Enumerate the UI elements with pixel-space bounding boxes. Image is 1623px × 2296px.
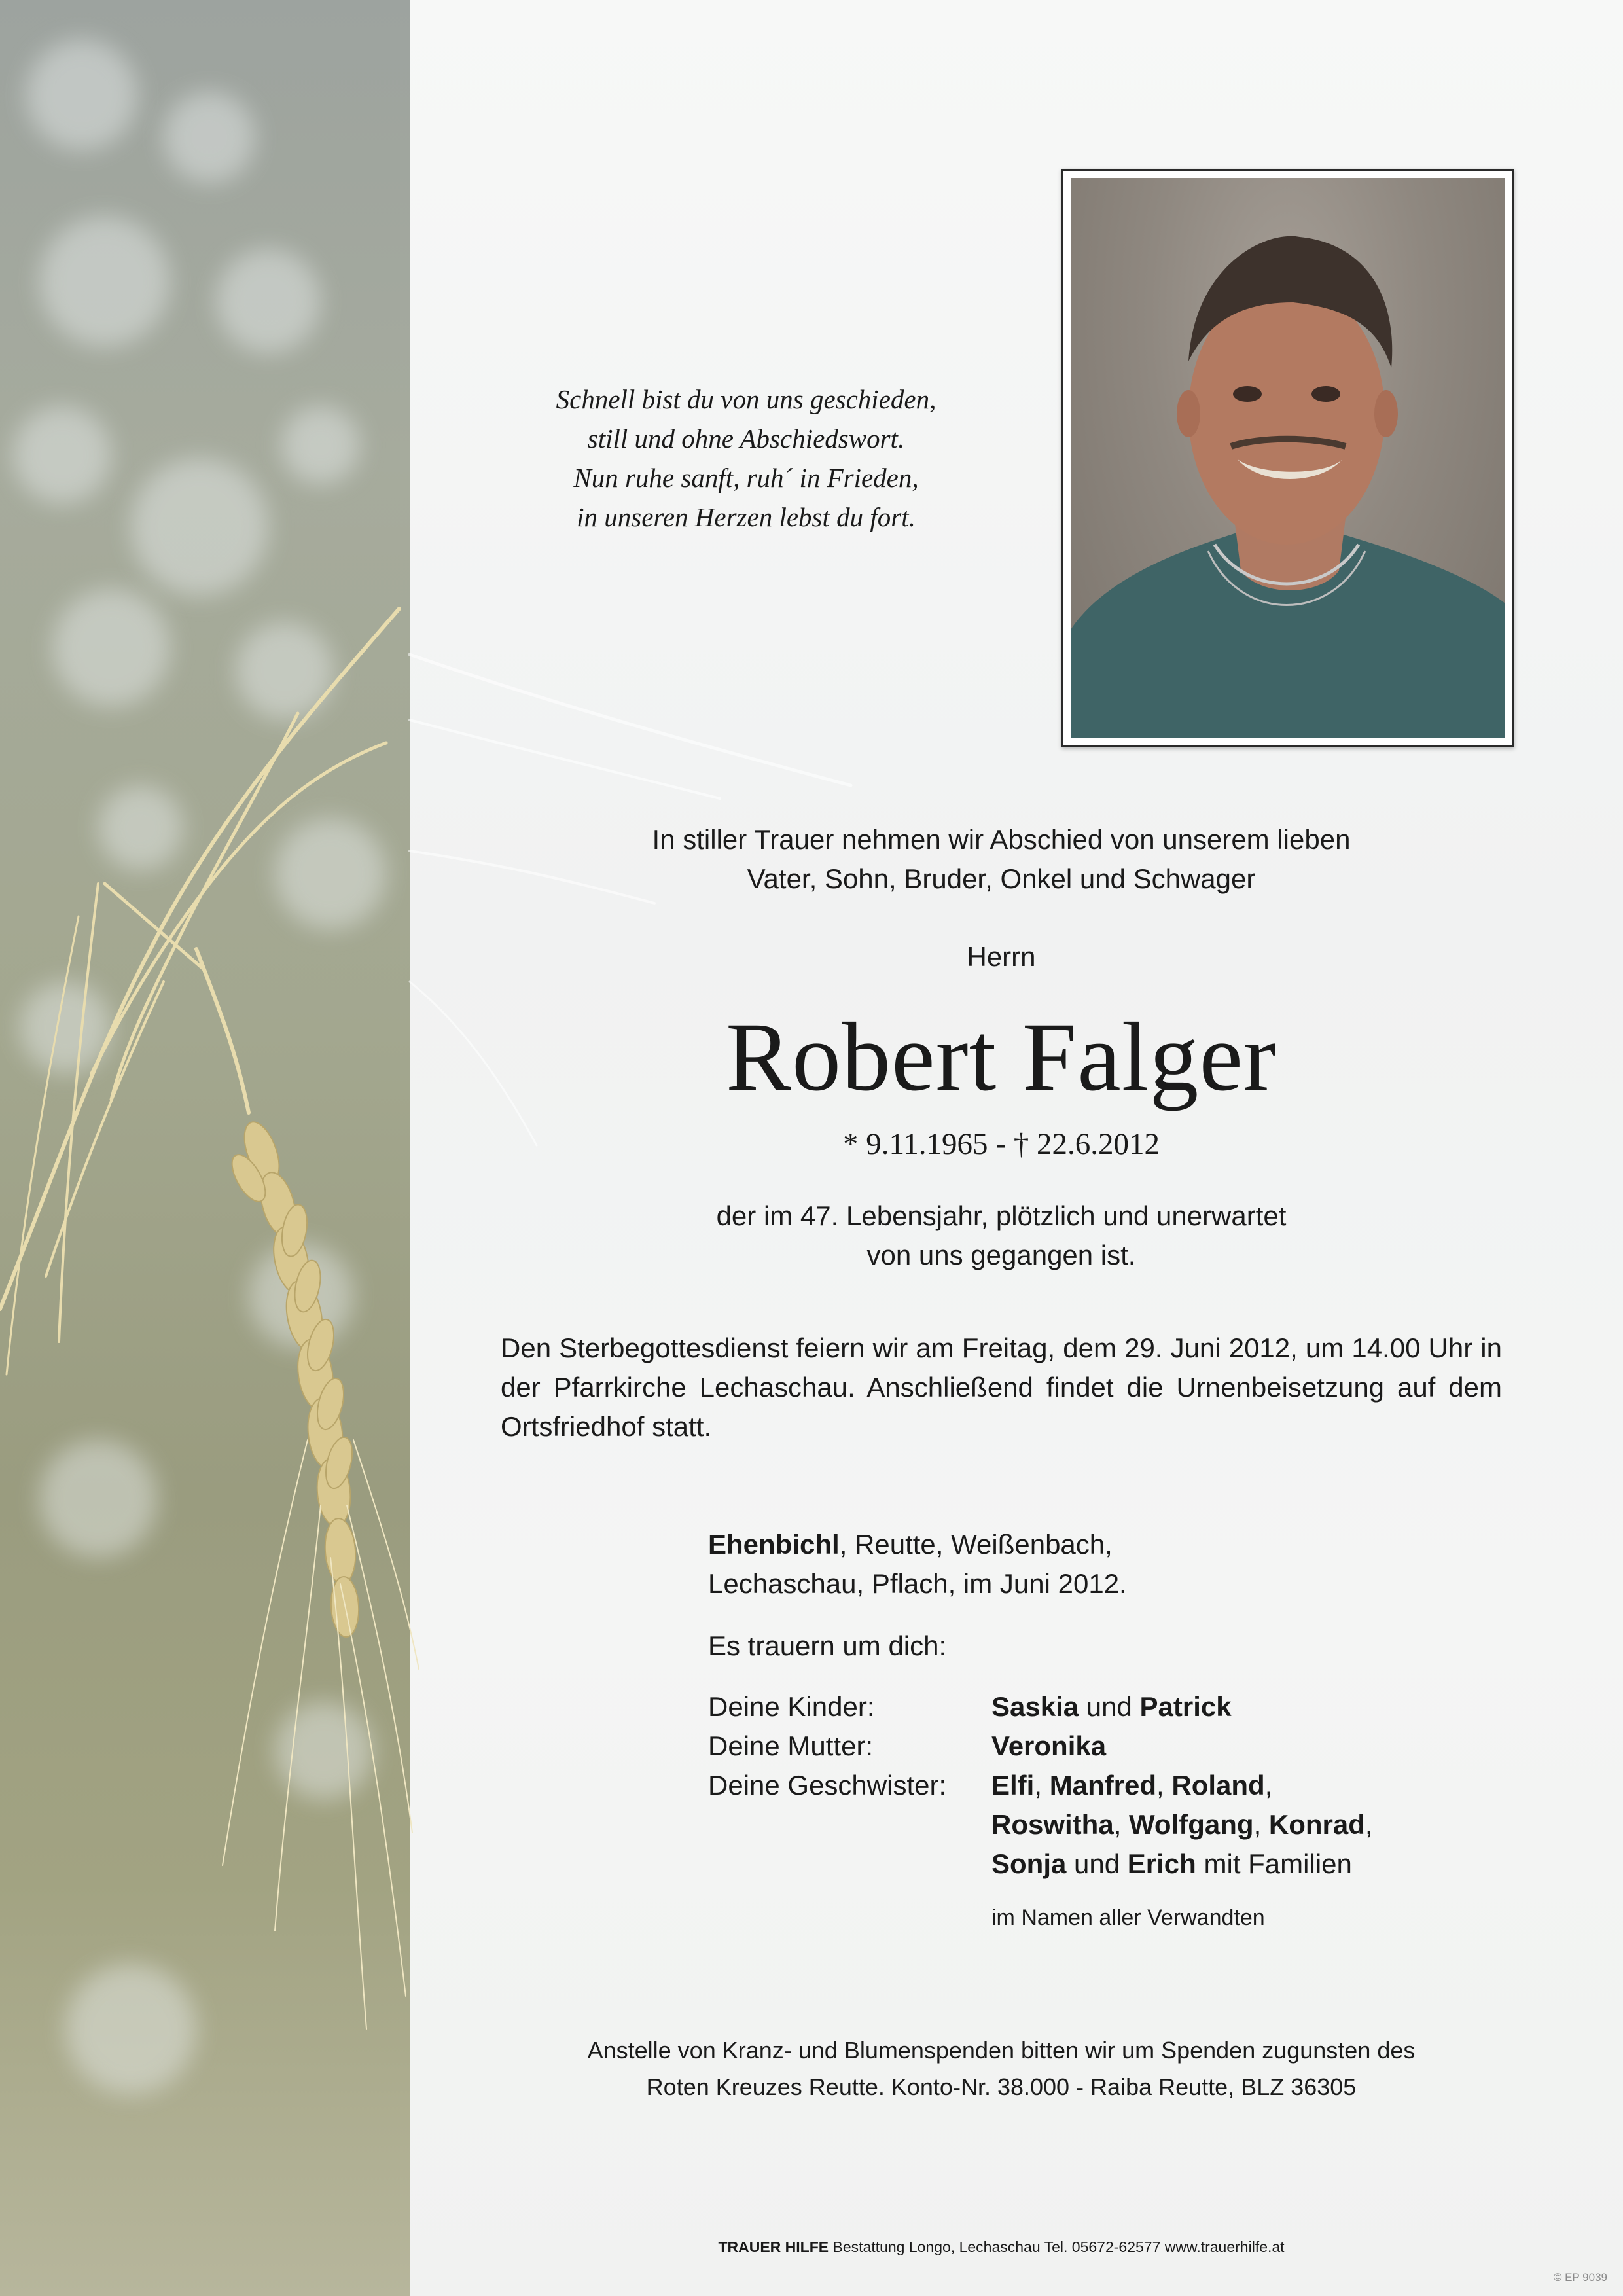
sibling-name: Roland [1171,1770,1265,1801]
service-details: Den Sterbegottesdienst feiern wir am Freitag, dem 29. Juni 2012, um 14.00 Uhr in der Pfarrkirche Lechaschau. Anschließend findet die Urnenbeisetzung auf dem Ortsfriedhof statt. [501,1333,1502,1442]
donation-line: Roten Kreuzes Reutte. Konto-Nr. 38.000 - Raiba Reutte, BLZ 36305 [646,2073,1357,2100]
person-portrait-icon [1071,178,1505,738]
sibling-name: Konrad [1268,1809,1365,1840]
sibling-name: Sonja [991,1848,1067,1879]
child-name: Saskia [991,1691,1079,1722]
siblings-line-1: Elfi, Manfred, Roland, [991,1770,1273,1801]
children-label: Deine Kinder: [708,1691,875,1722]
sibling-name: Erich [1127,1848,1196,1879]
relatives-note: im Namen aller Verwandten [991,1905,1265,1930]
place-and-date [708,1525,1127,1604]
donation-line: Anstelle von Kranz- und Blumenspenden bitten wir um Spenden zugunsten des [587,2037,1416,2064]
funeral-home-footer [445,2237,1558,2257]
verse-line: Schnell bist du von uns geschieden, [556,384,936,414]
mother-name [991,1727,1106,1766]
place-rest: , Reutte, Weißenbach, [839,1529,1113,1560]
donation-request [445,2032,1558,2106]
passing-note [445,1196,1558,1275]
wheat-ear-icon [0,0,419,2296]
passing-line: der im 47. Lebensjahr, plötzlich und unerwartet [716,1200,1287,1231]
siblings-line-2: Roswitha, Wolfgang, Konrad, [991,1809,1373,1840]
portrait-photo [1071,178,1505,738]
sibling-name: Elfi [991,1770,1035,1801]
mother-name-text: Veronika [991,1731,1107,1761]
verse-line: in unseren Herzen lebst du fort. [577,502,916,532]
announcement-line: Vater, Sohn, Bruder, Onkel und Schwager [747,863,1256,894]
sibling-name: Wolfgang [1129,1809,1254,1840]
deceased-name: Robert Falger [726,1003,1277,1111]
place-first: Ehenbichl [708,1529,840,1560]
announcement-line: In stiller Trauer nehmen wir Abschied von unserem lieben [652,824,1351,855]
passing-line: von uns gegangen ist. [866,1240,1136,1270]
footer-brand: TRAUER HILFE [718,2238,829,2255]
place-line-2: Lechaschau, Pflach, im Juni 2012. [708,1568,1127,1599]
print-code: © EP 9039 [1553,2271,1607,2284]
child-name: Patrick [1139,1691,1232,1722]
children-names [991,1687,1232,1727]
footer-details: Bestattung Longo, Lechaschau Tel. 05672-62577 www.trauerhilfe.at [829,2238,1285,2255]
sibling-name: Manfred [1049,1770,1157,1801]
conjunction: und [1079,1691,1140,1722]
announcement [445,820,1558,899]
with-families: mit Familien [1196,1848,1352,1879]
siblings-line-3 [991,1844,1352,1884]
mother-label: Deine Mutter: [708,1731,874,1761]
life-dates: * 9.11.1965 - † 22.6.2012 [843,1127,1160,1161]
salutation: Herrn [967,941,1036,972]
verse-line: still und ohne Abschiedswort. [587,423,905,454]
conjunction: und [1066,1848,1128,1879]
memorial-verse [497,380,995,537]
verse-line: Nun ruhe sanft, ruh´ in Frieden, [573,463,919,493]
mourners-title: Es trauern um dich: [708,1630,947,1661]
portrait-frame [1061,169,1514,747]
siblings-label: Deine Geschwister: [708,1770,947,1801]
sibling-name: Roswitha [991,1809,1114,1840]
